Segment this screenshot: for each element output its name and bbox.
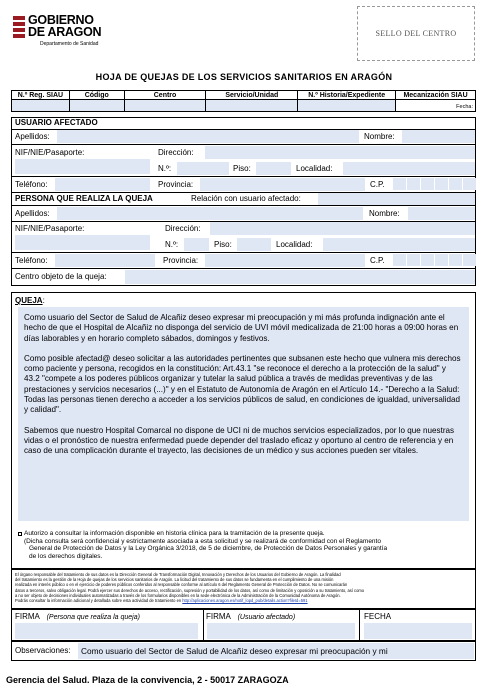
col-codigo: Código: [69, 91, 124, 100]
logo-department: Departamento de Sanidad: [40, 41, 99, 47]
persona-piso-field[interactable]: [237, 238, 271, 251]
fecha-label: Fecha:: [456, 104, 473, 110]
relacion-label: Relación con usuario afectado:: [191, 194, 301, 203]
persona-no-label: N.º:: [165, 240, 179, 249]
centro-field[interactable]: [124, 100, 206, 112]
usuario-no-field[interactable]: [177, 162, 229, 175]
divider: [11, 252, 476, 253]
firma-persona-label: [15, 612, 140, 623]
persona-provincia-label: Provincia:: [163, 256, 199, 265]
persona-nombre-label: Nombre:: [369, 209, 400, 218]
legal-line: El órgano responsable del tratamiento de sus datos es la Dirección General de Transformación Digital, Innovación y Derechos de los Usuarios del Gobierno de Aragón. La finalidad: [15, 572, 341, 577]
legal-line-text: Podrás consultar la información adicional y detallada sobre esta actividad de tratamiento en: [15, 598, 182, 604]
aragon-crest-icon: [13, 16, 25, 38]
queja-label: [15, 296, 45, 306]
persona-nif-label: NIF/NIE/Pasaporte:: [15, 224, 85, 233]
persona-no-field[interactable]: [184, 238, 209, 251]
queja-textarea[interactable]: [18, 307, 469, 521]
page-title: HOJA DE QUEJAS DE LOS SERVICIOS SANITARIOS EN ARAGÓN: [95, 72, 393, 82]
divider: [203, 609, 204, 641]
cp-digit[interactable]: [392, 178, 406, 190]
no-label: N.º:: [158, 164, 172, 173]
usuario-apellidos-field[interactable]: [57, 130, 359, 143]
cp-digit[interactable]: [434, 178, 448, 190]
firma-persona-note: (Persona que realiza la queja): [46, 614, 140, 621]
usuario-piso-field[interactable]: [256, 162, 291, 175]
firma-persona-field[interactable]: [15, 623, 198, 639]
usuario-cp-field[interactable]: [392, 178, 476, 190]
firma-usuario-label: [206, 612, 295, 623]
legal-line: realizada en interés público o en el ejercicio de poderes públicos conferidos al responsable conforme al artículo 6 del Reglamento General de Protección de Datos. No se comunicarán: [15, 582, 348, 588]
usuario-section-title: USUARIO AFECTADO: [15, 118, 98, 127]
firma-usuario-title: FIRMA: [206, 612, 231, 621]
cp-digit[interactable]: [462, 178, 476, 190]
firma-usuario-note: (Usuario afectado): [237, 614, 296, 621]
queja-colon: :: [42, 296, 45, 305]
cp-digit[interactable]: [406, 178, 420, 190]
provincia-label: Provincia:: [158, 180, 194, 189]
consent-line: Autorizo a consultar la información disponible en historia clínica para la tramitación de la presente queja.: [24, 530, 325, 537]
queja-paragraph: Como posible afectad@ deseo solicitar a las autoridades pertinentes que subsanen este hecho que vulnera mis derechos como paciente y persona, recogidos en la constitución: Art.43.1 "se reconoce el derecho a la protección de la salud" y 43.2 "compete a los poderes públicos organizar y tutelar la salud pública a través de medidas preventivas y de las prestaciones y servicios necesarios (...)" y en el Estatuto de Autonomía de Aragón en el Artículo 14.- "Derecho a la Salud: Todas las personas tienen derecho a acceder a los servicios públicos de salud, en condiciones de igualdad, universalidad y calidad".: [24, 353, 461, 415]
queja-paragraph: Como usuario del Sector de Salud de Alcañiz deseo expresar mi preocupación y mi más profunda indignación ante el hecho de que el Hospital de Alcañiz no disponga del servicio de UVI móvil medicalizada de 21:00 horas a 09:00 horas en días laborables y en horario completo sábados, domingos y festivos.: [24, 313, 459, 343]
firma-usuario-field[interactable]: [207, 623, 355, 639]
divider: [359, 609, 360, 641]
col-reg-siau: N.º Reg. SIAU: [12, 91, 70, 100]
cp-digit[interactable]: [420, 254, 434, 266]
usuario-localidad-field[interactable]: [343, 162, 475, 175]
consent-line: (Dicha consulta será confidencial y estrictamente asociada a esta solicitud y se realizará de conformidad con el Reglamento: [24, 537, 381, 545]
reg-siau-field[interactable]: [12, 100, 70, 112]
queja-paragraph: Sabemos que nuestro Hospital Comarcal no dispone de UCI ni de muchos servicios especializados, por lo que nuestras vidas o el pronóstico de nuestra enfermedad puede depender del traslado eficaz y oportuno al centro de referencia y en caso de una complicación durante el trayecto, las decisiones de un médico y sus acciones pueden ser vitales.: [24, 425, 455, 456]
col-historia: N.º Historia/Expediente: [298, 91, 396, 100]
logo-line-2: DE ARAGON: [28, 25, 102, 39]
usuario-nombre-field[interactable]: [402, 130, 475, 143]
persona-direccion-label: Dirección:: [165, 224, 201, 233]
cp-digit[interactable]: [392, 254, 406, 266]
usuario-direccion-field[interactable]: [205, 146, 475, 159]
cp-digit[interactable]: [448, 254, 462, 266]
persona-cp-field[interactable]: [392, 254, 476, 266]
nif-label: NIF/NIE/Pasaporte:: [15, 148, 85, 157]
observaciones-label: Observaciones:: [15, 646, 71, 655]
persona-telefono-field[interactable]: [55, 254, 155, 267]
queja-label-text: QUEJA: [15, 296, 43, 305]
historia-field[interactable]: [298, 100, 396, 112]
nombre-label: Nombre:: [364, 132, 395, 141]
piso-label: Piso:: [233, 164, 251, 173]
persona-direccion-field[interactable]: [210, 222, 475, 235]
cp-digit[interactable]: [420, 178, 434, 190]
telefono-label: Teléfono:: [15, 180, 48, 189]
col-centro: Centro: [124, 91, 206, 100]
divider: [11, 268, 476, 269]
persona-nif-field[interactable]: [15, 235, 150, 250]
persona-telefono-label: Teléfono:: [15, 256, 48, 265]
persona-nombre-field[interactable]: [408, 207, 475, 220]
usuario-telefono-field[interactable]: [55, 178, 150, 191]
fecha-firma-field[interactable]: [364, 623, 472, 639]
fecha-mecanizacion-field[interactable]: [396, 100, 476, 112]
consent-block: [24, 530, 472, 560]
legal-notice: [11, 569, 476, 609]
persona-provincia-field[interactable]: [205, 254, 365, 267]
persona-apellidos-field[interactable]: [57, 207, 363, 220]
footer-address: Gerencia del Salud. Plaza de la convivencia, 2 - 50017 ZARAGOZA: [6, 675, 289, 685]
cp-label: C.P.: [370, 180, 385, 189]
legal-line: a no ser objeto de decisiones individuales automatizadas a través de los formularios disponibles en la sede electrónica de la Administración de la Comunidad Autónoma de Aragón.: [15, 592, 341, 598]
firma-persona-title: FIRMA: [15, 612, 40, 621]
persona-section-title: PERSONA QUE REALIZA LA QUEJA: [15, 194, 153, 203]
col-servicio: Servicio/Unidad: [206, 91, 298, 100]
persona-localidad-label: Localidad:: [276, 240, 313, 249]
localidad-label: Localidad:: [296, 164, 333, 173]
logo-line-1: GOBIERNO: [28, 13, 94, 27]
cp-digit[interactable]: [434, 254, 448, 266]
col-mecanizacion: Mecanización SIAU: [396, 91, 476, 100]
legal-line: del tratamiento es la gestión de la Hoja de quejas de los servicios sanitarios de Aragón. La licitud del tratamiento de sus datos se fundamenta en el cumplimiento de una misión: [15, 577, 334, 583]
legal-link[interactable]: http://aplicaciones.aragon.es/notif_lopd_pub/details.action?fileId=591: [182, 598, 308, 604]
cp-digit[interactable]: [448, 178, 462, 190]
legal-line: [15, 598, 472, 603]
observaciones-field[interactable]: Como usuario del Sector de Salud de Alcañiz deseo expresar mi preocupación y mi: [78, 643, 474, 659]
centro-objeto-label: Centro objeto de la queja:: [15, 272, 107, 281]
persona-apellidos-label: Apellidos:: [15, 209, 50, 218]
apellidos-label: Apellidos:: [15, 132, 50, 141]
usuario-provincia-field[interactable]: [200, 178, 365, 191]
servicio-field[interactable]: [206, 100, 298, 112]
consent-checkbox[interactable]: [18, 532, 22, 536]
sello-del-centro-box: SELLO DEL CENTRO: [357, 6, 475, 61]
persona-piso-label: Piso:: [214, 240, 232, 249]
cp-digit[interactable]: [462, 254, 476, 266]
registro-table: [11, 90, 476, 112]
relacion-field[interactable]: [318, 193, 475, 205]
direccion-label: Dirección:: [158, 148, 194, 157]
cp-digit[interactable]: [406, 254, 420, 266]
persona-localidad-field[interactable]: [323, 238, 475, 251]
consent-line: General de Protección de Datos y la Ley Orgánica 3/2018, de 5 de diciembre, de Protección de Datos Personales y garantía: [29, 545, 388, 553]
divider: [11, 176, 476, 177]
persona-cp-label: C.P.: [370, 256, 385, 265]
fecha-firma-label: FECHA: [364, 612, 392, 621]
legal-line: datos a terceros, salvo obligación legal. Podrá ejercer sus derechos de acceso, rectificación, supresión y portabilidad de los datos, así como de limitación y oposición a su tratamiento, así como: [15, 587, 365, 593]
gobierno-aragon-logo: [13, 14, 133, 56]
usuario-nif-field[interactable]: [15, 159, 150, 174]
codigo-field[interactable]: [69, 100, 124, 112]
consent-line: de los derechos digitales.: [29, 552, 103, 560]
divider: [11, 144, 476, 145]
centro-objeto-field[interactable]: [125, 270, 475, 284]
divider: [11, 205, 476, 206]
